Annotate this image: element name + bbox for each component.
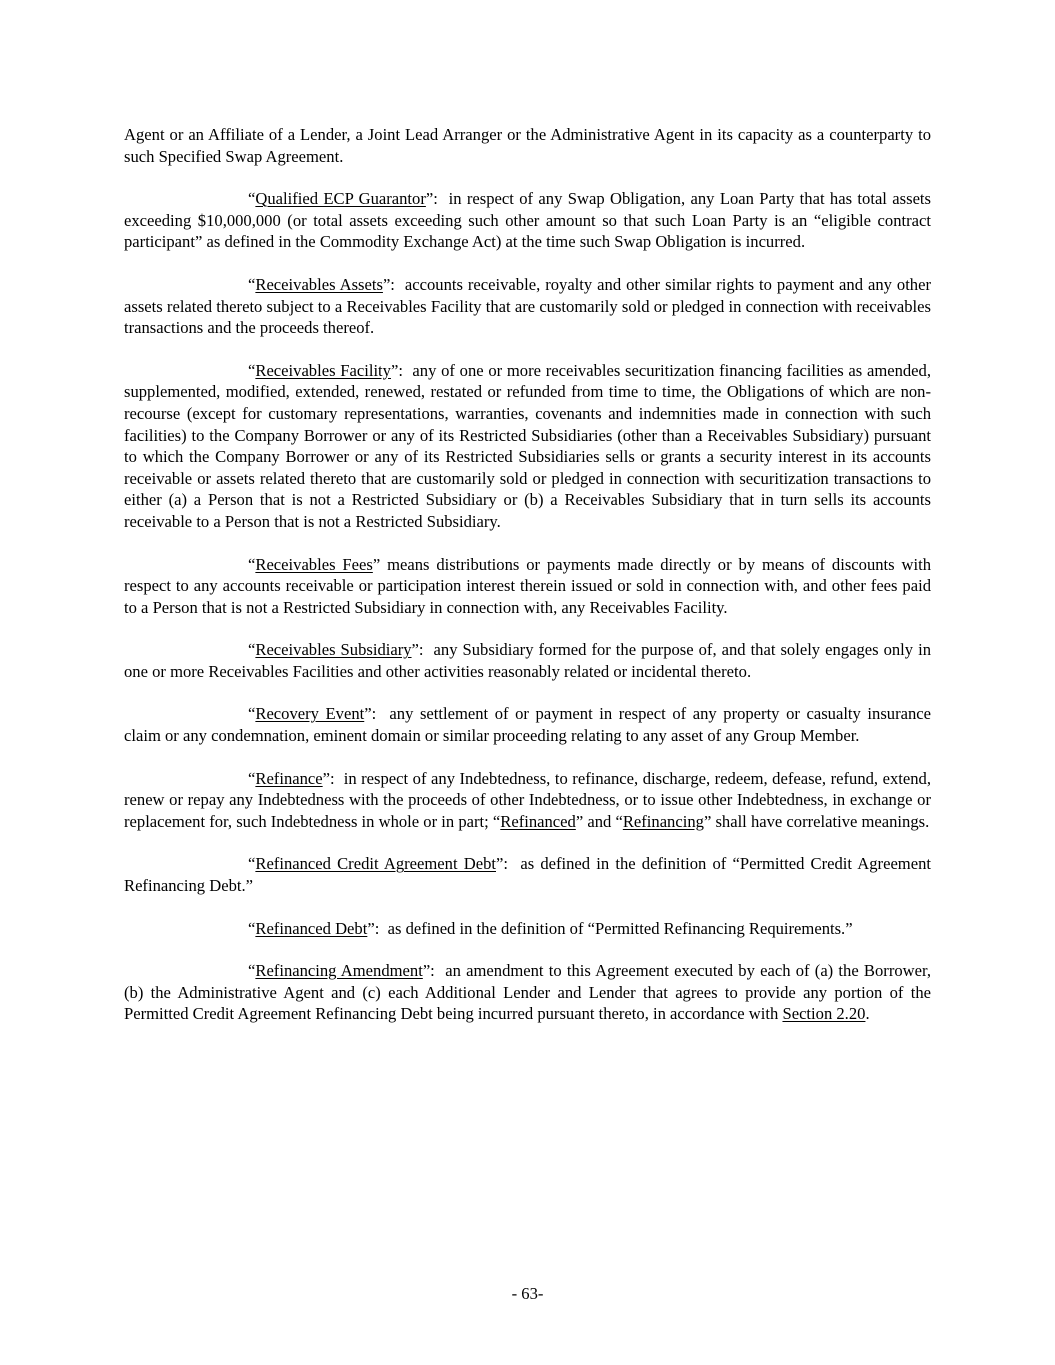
definition-refinancing-amendment: “Refinancing Amendment”: an amendment to this Agreement executed by each of (a) the Borrower, (b) the Administrative Agent and (c) each Additional Lender and Lender that agrees to provide any portion of the Permitted Credit Agreement Refinancing Debt being incurred pursuant thereto, in accordance with Section 2.20. [124,961,932,1024]
definition-tail-text: shall have correlative meanings. [715,811,930,831]
defined-term: Qualified ECP Guarantor [255,189,426,209]
page-body [124,124,931,1046]
sentence-end: . [865,1004,870,1024]
definition-receivables-fees: “Receivables Fees” means distributions or payments made directly or by means of discounts with respect to any accounts receivable or participation interest therein issued or sold in connection with, and other fees paid to a Person that is not a Restricted Subsidiary in connection with, any Receivables Facility. [124,554,932,617]
defined-term: Receivables Fees [255,554,373,574]
defined-term: Refinance [255,768,323,788]
connector-text: and [587,811,612,831]
defined-term: Receivables Facility [255,360,391,380]
definition-receivables-subsidiary: “Receivables Subsidiary”: any Subsidiary formed for the purpose of, and that solely engages only in one or more Receivables Facilities and other activities reasonably related or incidental thereto. [124,640,931,681]
defined-term: Receivables Assets [255,274,383,294]
definition-refinanced-credit-agreement-debt: “Refinanced Credit Agreement Debt”: as defined in the definition of “Permitted Credit Agreement Refinancing Debt.” [124,854,931,896]
section-reference: Section 2.20 [782,1004,866,1024]
definition-receivables-assets: “Receivables Assets”: accounts receivable, royalty and other similar rights to payment and any other assets related thereto subject to a Receivables Facility that are customarily sold or pledged in connection with receivables transactions and the proceeds thereof. [124,274,931,338]
definition-text: any Subsidiary formed for the purpose of, and that solely engages only in one or more Receivables Facilities and other activities reasonably related or incidental thereto. [124,640,931,681]
definition-text: as defined in the definition of “Permitted Refinancing Requirements.” [387,918,853,938]
page-number: - 63- [511,1284,544,1303]
definition-qualified-ecp-guarantor: “Qualified ECP Guarantor”: in respect of any Swap Obligation, any Loan Party that has total assets exceeding $10,000,000 (or total assets exceeding such other amount so that such Loan Party is an “eligible contract participant” as defined in the Commodity Exchange Act) at the time such Swap Obligation is incurred. [124,189,931,252]
defined-term: Receivables Subsidiary [255,640,412,660]
definition-refinance: “Refinance”: in respect of any Indebtedness, to refinance, discharge, redeem, defease, refund, extend, renew or repay any Indebtedness with the proceeds of other Indebtedness, or to issue other Indebtedness, in exchange or replacement for, such Indebtedness in whole or in part; “Refinanced” and “Refinancing” shall have correlative meanings. [124,768,931,831]
paragraph-text: Agent or an Affiliate of a Lender, a Joint Lead Arranger or the Administrative Agent in its capacity as a counterparty to such Specified Swap Agreement. [124,125,931,166]
defined-term-refinanced: Refinanced [500,811,576,831]
definition-text: an amendment to this Agreement executed by each of (a) the Borrower, (b) the Administrative Agent and (c) each Additional Lender and Lender that agrees to provide any portion of the Permitted Credit Agreement Refinancing Debt being incurred pursuant thereto, in accordance with [124,961,932,1024]
definition-text: in respect of any Indebtedness, to refinance, discharge, redeem, defease, refund, extend, renew or repay any Indebtedness with the proceeds of other Indebtedness, or to issue other Indebtedness, in exchange or replacement for, such Indebtedness in whole or in part; [124,768,931,831]
continuation-paragraph [124,124,931,167]
definition-text: in respect of any Swap Obligation, any Loan Party that has total assets exceeding $10,000,000 (or total assets exceeding such other amount so that such Loan Party is an “eligible contract participant” as defined in the Commodity Exchange Act) at the time such Swap Obligation is incurred. [124,189,931,252]
definition-text: as defined in the definition of “Permitted Credit Agreement Refinancing Debt.” [124,854,931,896]
defined-term: Refinanced Credit Agreement Debt [255,854,496,874]
defined-term: Recovery Event [255,704,365,724]
definition-text: accounts receivable, royalty and other similar rights to payment and any other assets related thereto subject to a Receivables Facility that are customarily sold or pledged in connection with receivables transactions and the proceeds thereof. [124,274,931,338]
definition-text: any of one or more receivables securitization financing facilities as amended, supplemented, modified, extended, renewed, restated or refunded from time to time, the Obligations of which are non-recourse (except for customary representations, warranties, covenants and indemnities made in connection with such facilities) to the Company Borrower or any of its Restricted Subsidiaries (other than a Receivables Subsidiary) pursuant to which the Company Borrower or any of its Restricted Subsidiaries sells or grants a security interest in its accounts receivable or assets related thereto that are customarily sold or pledged in connection with securitization transactions to either (a) a Person that is not a Restricted Subsidiary or (b) a Receivables Subsidiary that in turn sells its accounts receivable to a Person that is not a Restricted Subsidiary. [124,360,931,531]
definition-receivables-facility: “Receivables Facility”: any of one or more receivables securitization financing facilities as amended, supplemented, modified, extended, renewed, restated or refunded from time to time, the Obligations of which are non-recourse (except for customary representations, warranties, covenants and indemnities made in connection with such facilities) to the Company Borrower or any of its Restricted Subsidiaries (other than a Receivables Subsidiary) pursuant to which the Company Borrower or any of its Restricted Subsidiaries sells or grants a security interest in its accounts receivable or assets related thereto that are customarily sold or pledged in connection with securitization transactions to either (a) a Person that is not a Restricted Subsidiary or (b) a Receivables Subsidiary that in turn sells its accounts receivable to a Person that is not a Restricted Subsidiary. [124,360,931,531]
defined-term-refinancing: Refinancing [622,811,704,831]
definition-text: any settlement of or payment in respect of any property or casualty insurance claim or any condemnation, eminent domain or similar proceeding relating to any asset of any Group Member. [124,704,931,746]
defined-term: Refinanced Debt [255,918,368,938]
definition-refinanced-debt: “Refinanced Debt”: as defined in the definition of “Permitted Refinancing Requirements.” [248,918,853,938]
definition-recovery-event: “Recovery Event”: any settlement of or payment in respect of any property or casualty insurance claim or any condemnation, eminent domain or similar proceeding relating to any asset of any Group Member. [124,704,931,746]
defined-term: Refinancing Amendment [255,961,423,981]
definition-text: means distributions or payments made directly or by means of discounts with respect to any accounts receivable or participation interest therein issued or sold in connection with, and other fees paid to a Person that is not a Restricted Subsidiary in connection with, any Receivables Facility. [124,554,932,617]
